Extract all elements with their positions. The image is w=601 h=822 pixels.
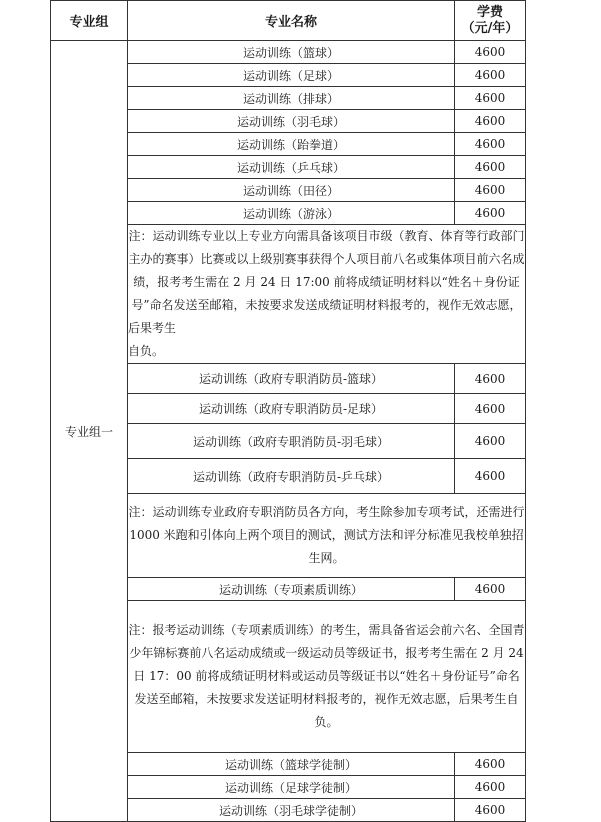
fee: 4600 bbox=[455, 799, 526, 822]
major-name: 运动训练（篮球） bbox=[128, 41, 455, 64]
header-major-name: 专业名称 bbox=[128, 1, 455, 41]
group-cell: 专业组一 bbox=[51, 41, 128, 822]
major-name: 运动训练（游泳） bbox=[128, 202, 455, 225]
major-name: 运动训练（政府专职消防员-足球） bbox=[128, 394, 455, 424]
note-special-quality: 注：报考运动训练（专项素质训练）的考生，需具备省运会前六名、全国青少年锦标赛前八名运动成绩或一级运动员等级证书，报考考生需在 2 月 24 日 17：00 前将成绩证明材料或运动员等级证书以“姓名＋身份证号”命名发送至邮箱，未按要求发送证明材料报考的，视作无效志愿，后果考生自负。 bbox=[128, 601, 526, 753]
note-sports-training-text: 注：运动训练专业以上专业方向需具备该项目市级（教育、体育等行政部门主办的赛事）比赛或以上级别赛事获得个人项目前八名或集体项目前六名成绩，报考考生需在 2 月 24 日 17:00 前将成绩证明材料以“姓名＋身份证号”命名发送至邮箱，未按要求发送成绩证明材料报考的，视作无效志愿，后果考生 bbox=[128, 229, 525, 335]
note-firefighter: 注：运动训练专业政府专职消防员各方向，考生除参加专项考试，还需进行 1000 米跑和引体向上两个项目的测试，测试方法和评分标准见我校单独招生网。 bbox=[128, 494, 526, 578]
major-name: 运动训练（羽毛球学徒制） bbox=[128, 799, 455, 822]
header-fee-line2: （元/年） bbox=[461, 20, 519, 36]
major-name: 运动训练（羽毛球） bbox=[128, 110, 455, 133]
fee: 4600 bbox=[455, 202, 526, 225]
major-name: 运动训练（专项素质训练） bbox=[128, 578, 455, 601]
major-name: 运动训练（政府专职消防员-篮球） bbox=[128, 364, 455, 394]
fee: 4600 bbox=[455, 424, 526, 459]
header-fee-line1: 学费 bbox=[476, 4, 503, 20]
major-name: 运动训练（乒乓球） bbox=[128, 156, 455, 179]
note-sports-training-tail: 自负。 bbox=[128, 344, 165, 358]
fee: 4600 bbox=[455, 578, 526, 601]
major-name: 运动训练（篮球学徒制） bbox=[128, 753, 455, 776]
header-group: 专业组 bbox=[51, 1, 128, 41]
tuition-table bbox=[50, 0, 526, 822]
major-name: 运动训练（足球） bbox=[128, 64, 455, 87]
table-row bbox=[51, 41, 526, 64]
fee: 4600 bbox=[455, 64, 526, 87]
table-header-row bbox=[51, 1, 526, 41]
fee: 4600 bbox=[455, 110, 526, 133]
fee: 4600 bbox=[455, 179, 526, 202]
fee: 4600 bbox=[455, 776, 526, 799]
fee: 4600 bbox=[455, 41, 526, 64]
fee: 4600 bbox=[455, 133, 526, 156]
header-fee bbox=[455, 1, 526, 41]
fee: 4600 bbox=[455, 156, 526, 179]
major-name: 运动训练（政府专职消防员-乒乓球） bbox=[128, 459, 455, 494]
fee: 4600 bbox=[455, 364, 526, 394]
major-name: 运动训练（田径） bbox=[128, 179, 455, 202]
note-sports-training bbox=[128, 225, 526, 364]
major-name: 运动训练（足球学徒制） bbox=[128, 776, 455, 799]
major-name: 运动训练（政府专职消防员-羽毛球） bbox=[128, 424, 455, 459]
major-name: 运动训练（排球） bbox=[128, 87, 455, 110]
fee: 4600 bbox=[455, 753, 526, 776]
fee: 4600 bbox=[455, 87, 526, 110]
major-name: 运动训练（跆拳道） bbox=[128, 133, 455, 156]
fee: 4600 bbox=[455, 459, 526, 494]
fee: 4600 bbox=[455, 394, 526, 424]
